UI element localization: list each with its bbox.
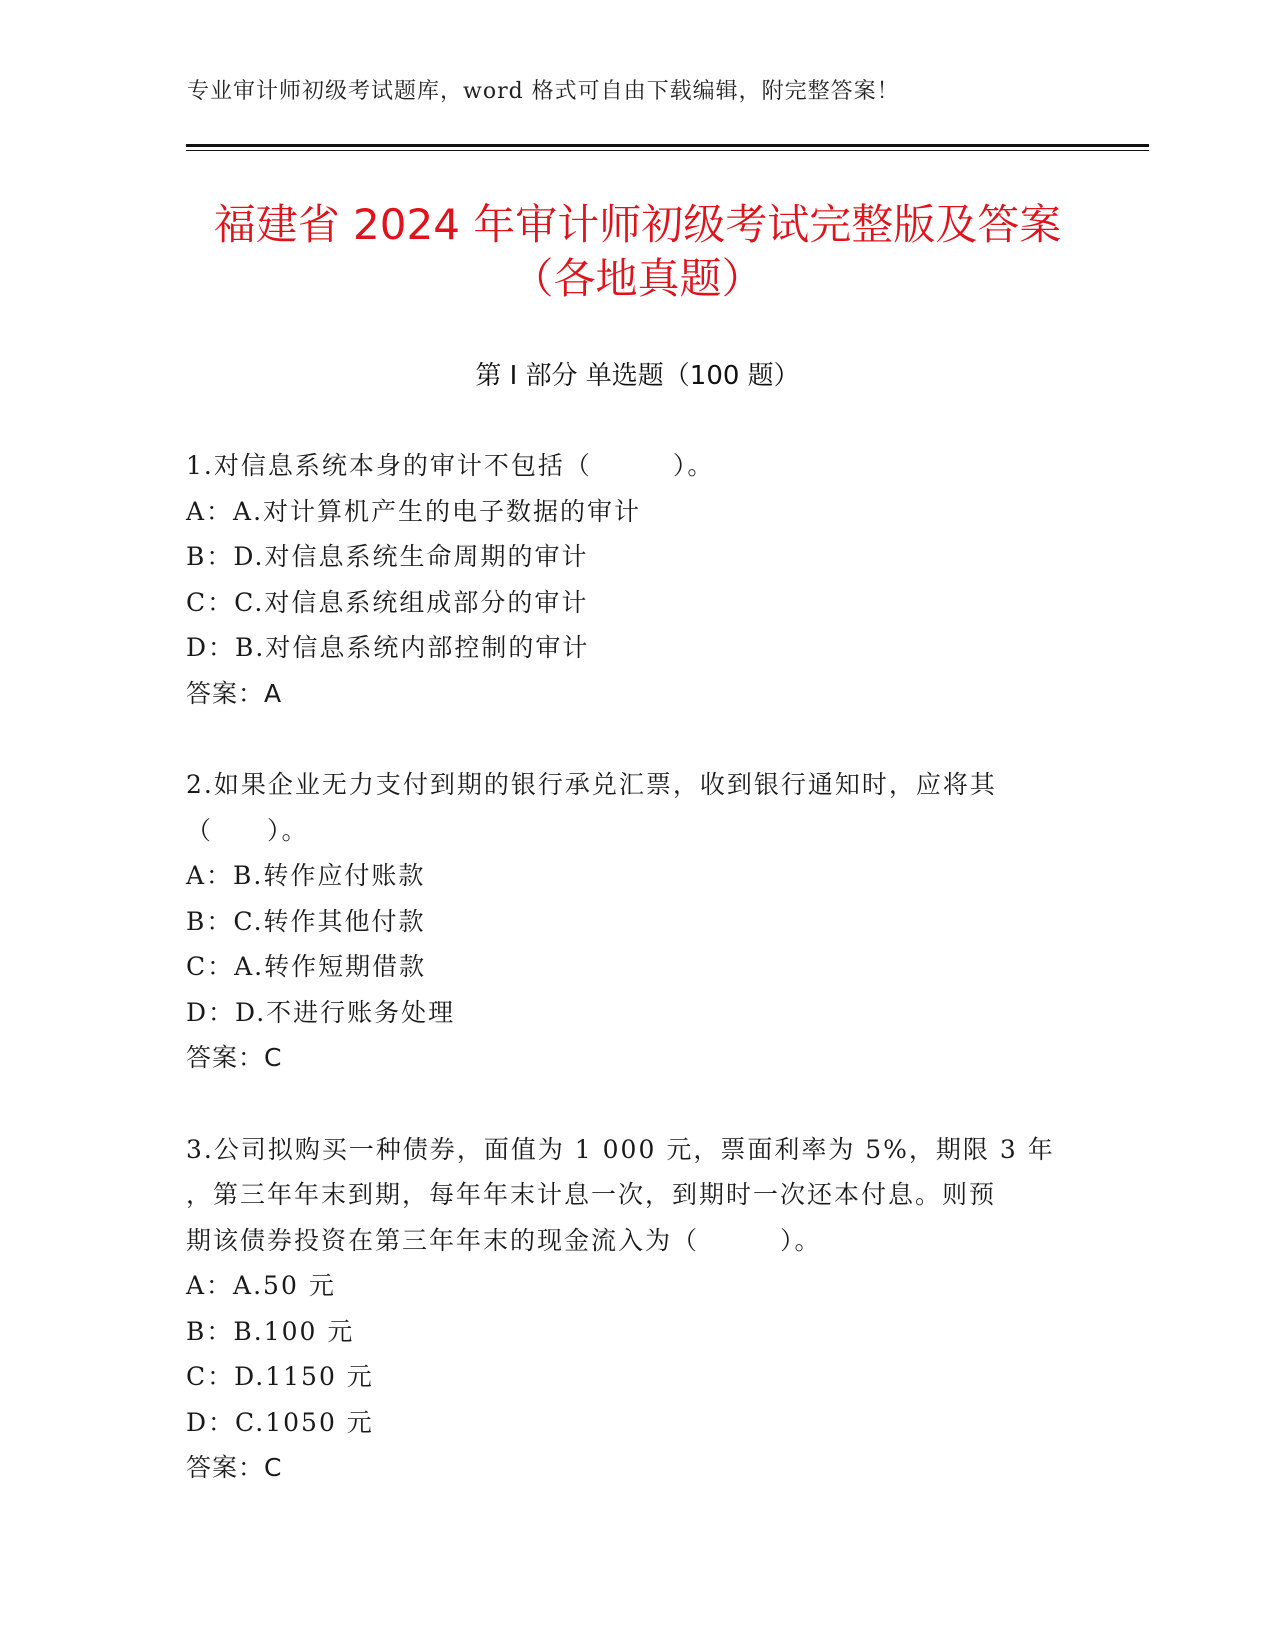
option-a: A：B.转作应付账款 [186,861,426,890]
option-b: B：C.转作其他付款 [186,906,426,936]
question-2 [186,762,1066,1081]
option-c: C：C.对信息系统组成部分的审计 [186,587,589,617]
option-a: A：A.对计算机产生的电子数据的审计 [186,496,642,526]
answer: 答案：C [186,1043,283,1072]
section-heading: 第 I 部分 单选题（100 题） [475,361,800,391]
question-stem-line: ，第三年年末到期，每年年末计息一次，到期时一次还本付息。则预 [186,1180,997,1209]
question-1 [186,443,1066,716]
answer: 答案：A [186,678,283,708]
question-3 [186,1127,1066,1491]
question-list [186,443,1066,1537]
question-stem-line: 1.对信息系统本身的审计不包括（ ）。 [186,451,715,480]
header-note: 专业审计师初级考试题库，word 格式可自由下载编辑，附完整答案！ [187,79,900,104]
question-stem-line: 2.如果企业无力支付到期的银行承兑汇票，收到银行通知时，应将其 [186,770,997,799]
option-c: C：A.转作短期借款 [186,952,427,981]
header-divider-thick [186,144,1149,147]
question-stem-line: （ ）。 [186,815,309,845]
option-d: D：B.对信息系统内部控制的审计 [186,633,590,662]
option-c: C：D.1150 元 [186,1362,374,1391]
title-line-1: 福建省 2024 年审计师初级考试完整版及答案 [213,200,1062,249]
option-a: A：A.50 元 [186,1271,336,1300]
question-stem-line: 期该债券投资在第三年年末的现金流入为（ ）。 [186,1225,822,1255]
answer: 答案：C [186,1453,283,1482]
title-line-2: （各地真题） [511,254,764,303]
header-divider-thin [186,150,1149,151]
option-b: B：B.100 元 [186,1316,355,1346]
document-title [0,198,1275,306]
option-d: D：D.不进行账务处理 [186,997,456,1027]
question-stem-line: 3.公司拟购买一种债券，面值为 1 000 元，票面利率为 5%，期限 3 年 [186,1134,1055,1164]
option-b: B：D.对信息系统生命周期的审计 [186,542,589,571]
option-d: D：C.1050 元 [186,1407,374,1437]
